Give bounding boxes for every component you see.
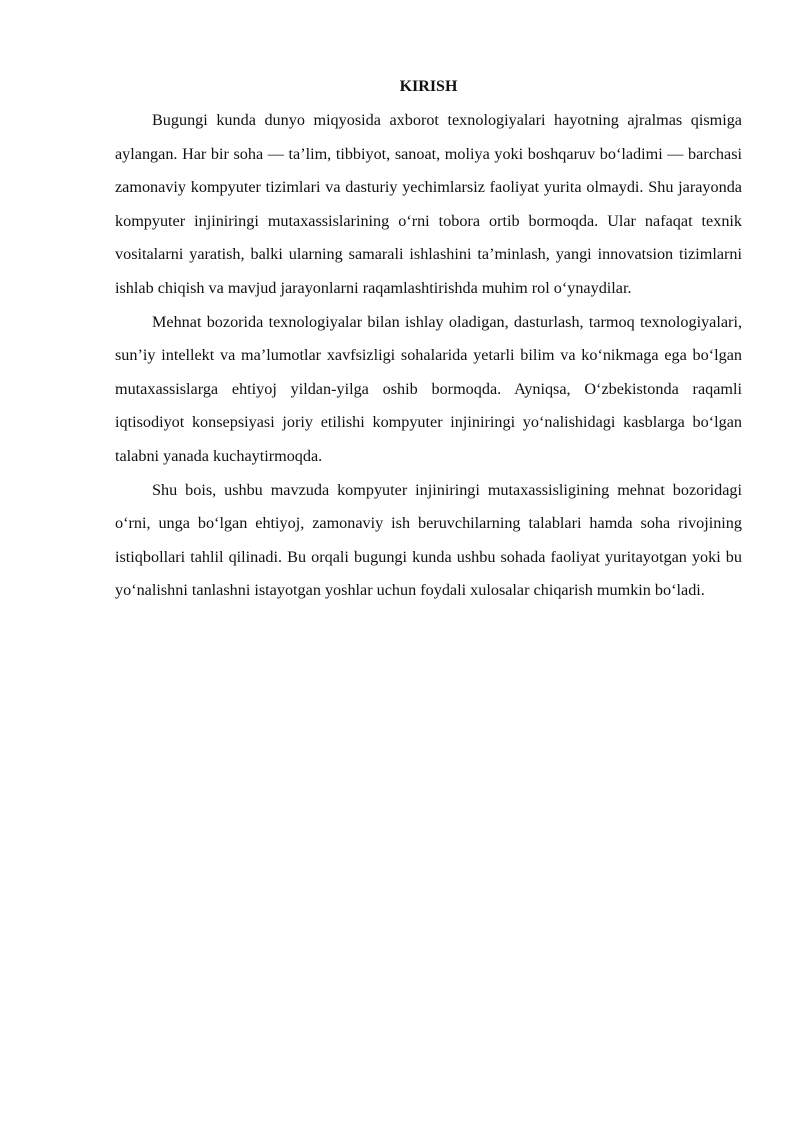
paragraph-1: Bugungi kunda dunyo miqyosida axborot texnologiyalari hayotning ajralmas qismiga aylangan. Har bir soha — ta’lim, tibbiyot, sanoat, moliya yoki boshqaruv bo‘ladimi — barchasi zamonaviy kompyuter tizimlari va dasturiy yechimlarsiz faoliyat yurita olmaydi. Shu jarayonda kompyuter injiniringi mutaxassislarining o‘rni tobora ortib bormoqda. Ular nafaqat texnik vositalarni yaratish, balki ularning samarali ishlashini ta’minlash, yangi innovatsion tizimlarni ishlab chiqish va mavjud jarayonlarni raqamlashtirishda muhim rol o‘ynaydilar. <box>115 111 742 297</box>
page-title: KIRISH <box>399 78 458 95</box>
document-page <box>115 76 742 608</box>
paragraph-2: Mehnat bozorida texnologiyalar bilan ishlay oladigan, dasturlash, tarmoq texnologiyalari, sun’iy intellekt va ma’lumotlar xavfsizligi sohalarida yetarli bilim va ko‘nikmaga ega bo‘lgan mutaxassislarga ehtiyoj yildan-yilga oshib bormoqda. Ayniqsa, O‘zbekistonda raqamli iqtisodiyot konsepsiyasi joriy etilishi kompyuter injiniringi yo‘nalishidagi kasblarga bo‘lgan talabni yanada kuchaytirmoqda. <box>115 312 742 465</box>
paragraph-3: Shu bois, ushbu mavzuda kompyuter injiniringi mutaxassisligining mehnat bozoridagi o‘rni, unga bo‘lgan ehtiyoj, zamonaviy ish beruvchilarning talablari hamda soha rivojining istiqbollari tahlil qilinadi. Bu orqali bugungi kunda ushbu sohada faoliyat yuritayotgan yoki bu yo‘nalishni tanlashni istayotgan yoshlar uchun foydali xulosalar chiqarish mumkin bo‘ladi. <box>115 480 742 600</box>
